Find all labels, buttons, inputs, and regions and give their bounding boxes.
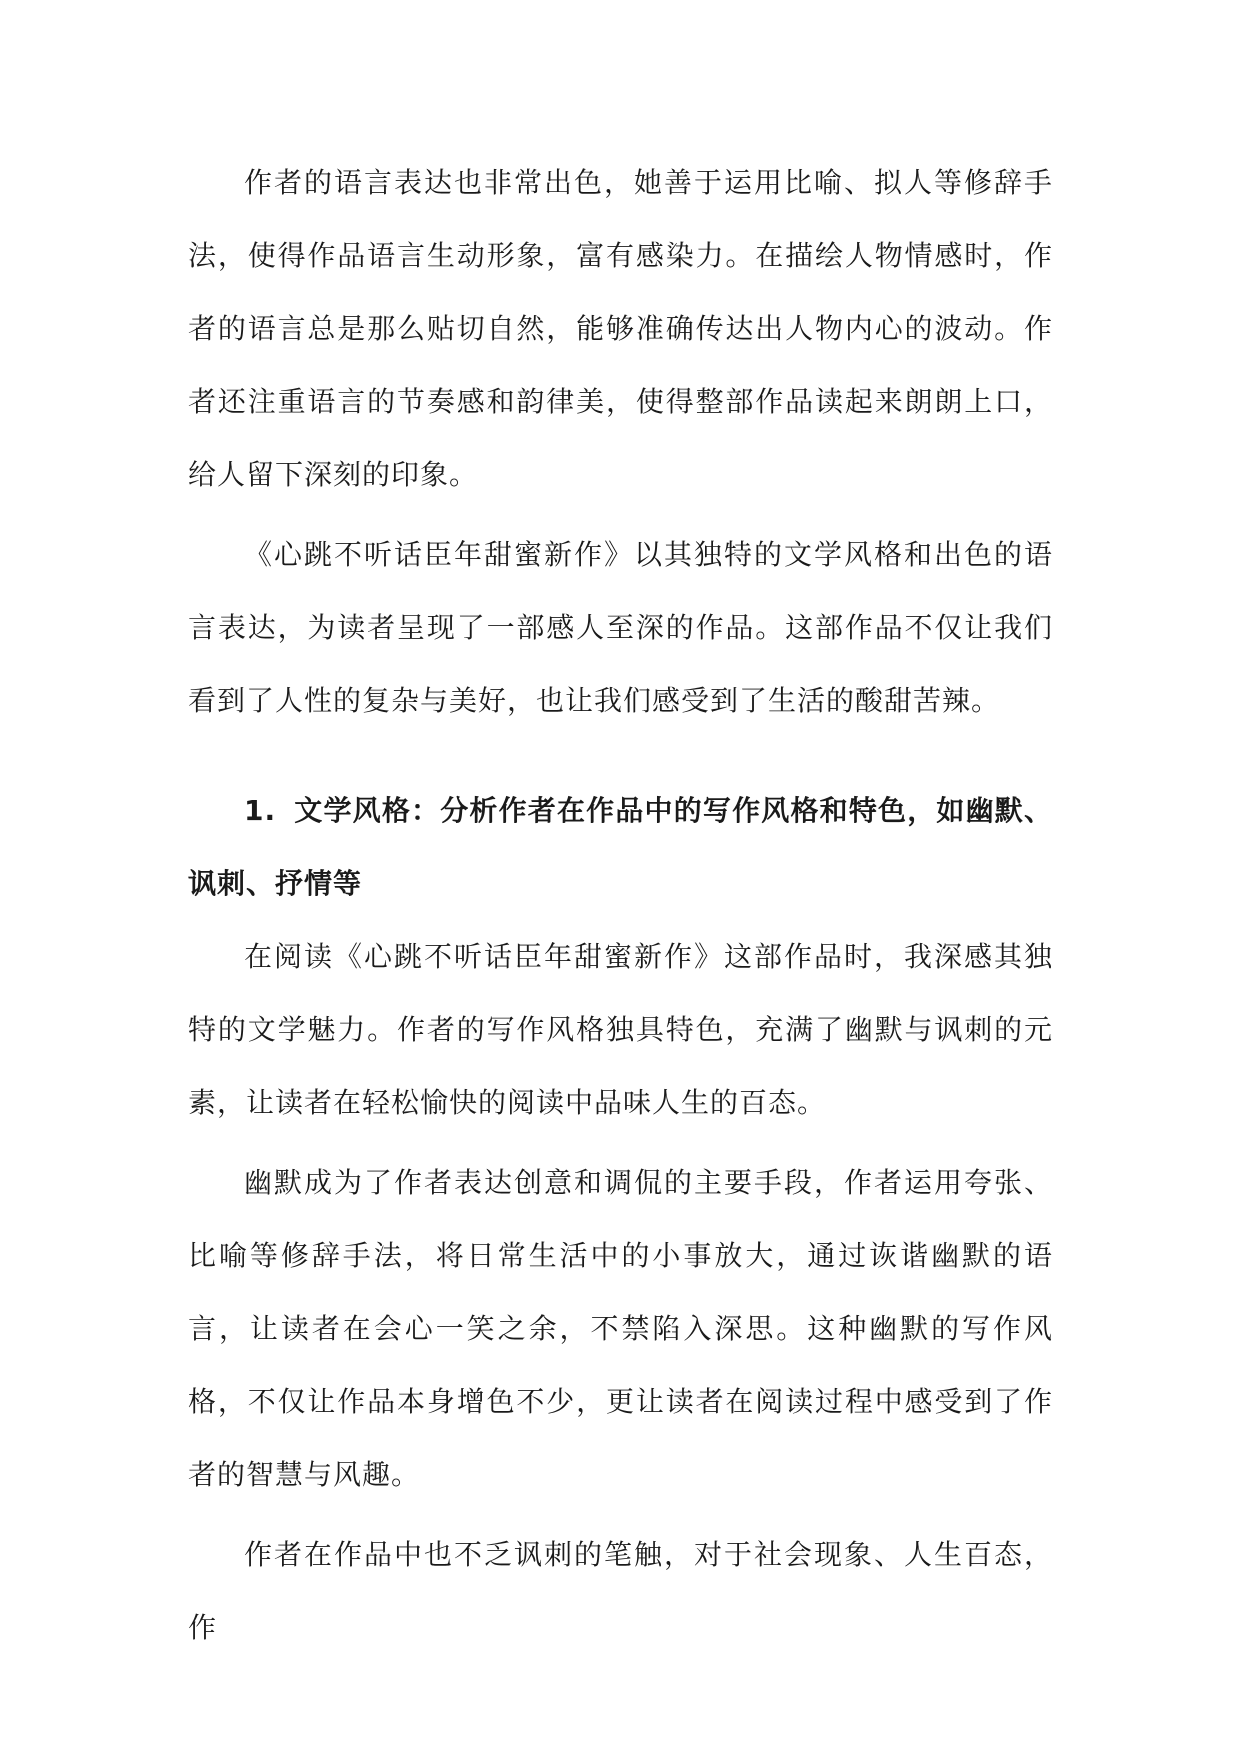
paragraph-summary: 《心跳不听话臣年甜蜜新作》以其独特的文学风格和出色的语言表达，为读者呈现了一部感人至深的作品。这部作品不仅让我们看到了人性的复杂与美好，也让我们感受到了生活的酸甜苦辣。 xyxy=(188,538,1053,717)
paragraph-reading-impression: 在阅读《心跳不听话臣年甜蜜新作》这部作品时，我深感其独特的文学魅力。作者的写作风格独具特色，充满了幽默与讽刺的元素，让读者在轻松愉快的阅读中品味人生的百态。 xyxy=(188,940,1053,1119)
paragraph-satire: 作者在作品中也不乏讽刺的笔触，对于社会现象、人生百态，作 xyxy=(188,1538,1053,1644)
document-body xyxy=(188,146,1053,1664)
paragraph-humor: 幽默成为了作者表达创意和调侃的主要手段，作者运用夸张、比喻等修辞手法，将日常生活中的小事放大，通过诙谐幽默的语言，让读者在会心一笑之余，不禁陷入深思。这种幽默的写作风格，不仅让作品本身增色不少，更让读者在阅读过程中感受到了作者的智慧与风趣。 xyxy=(188,1166,1053,1491)
paragraph-language-expression: 作者的语言表达也非常出色，她善于运用比喻、拟人等修辞手法，使得作品语言生动形象，富有感染力。在描绘人物情感时，作者的语言总是那么贴切自然，能够准确传达出人物内心的波动。作者还注重语言的节奏感和韵律美，使得整部作品读起来朗朗上口，给人留下深刻的印象。 xyxy=(188,166,1053,491)
section-heading xyxy=(188,774,1053,920)
section-heading-text: 文学风格：分析作者在作品中的写作风格和特色，如幽默、讽刺、抒情等 xyxy=(188,794,1053,900)
section-heading-number: 1. xyxy=(244,794,277,827)
